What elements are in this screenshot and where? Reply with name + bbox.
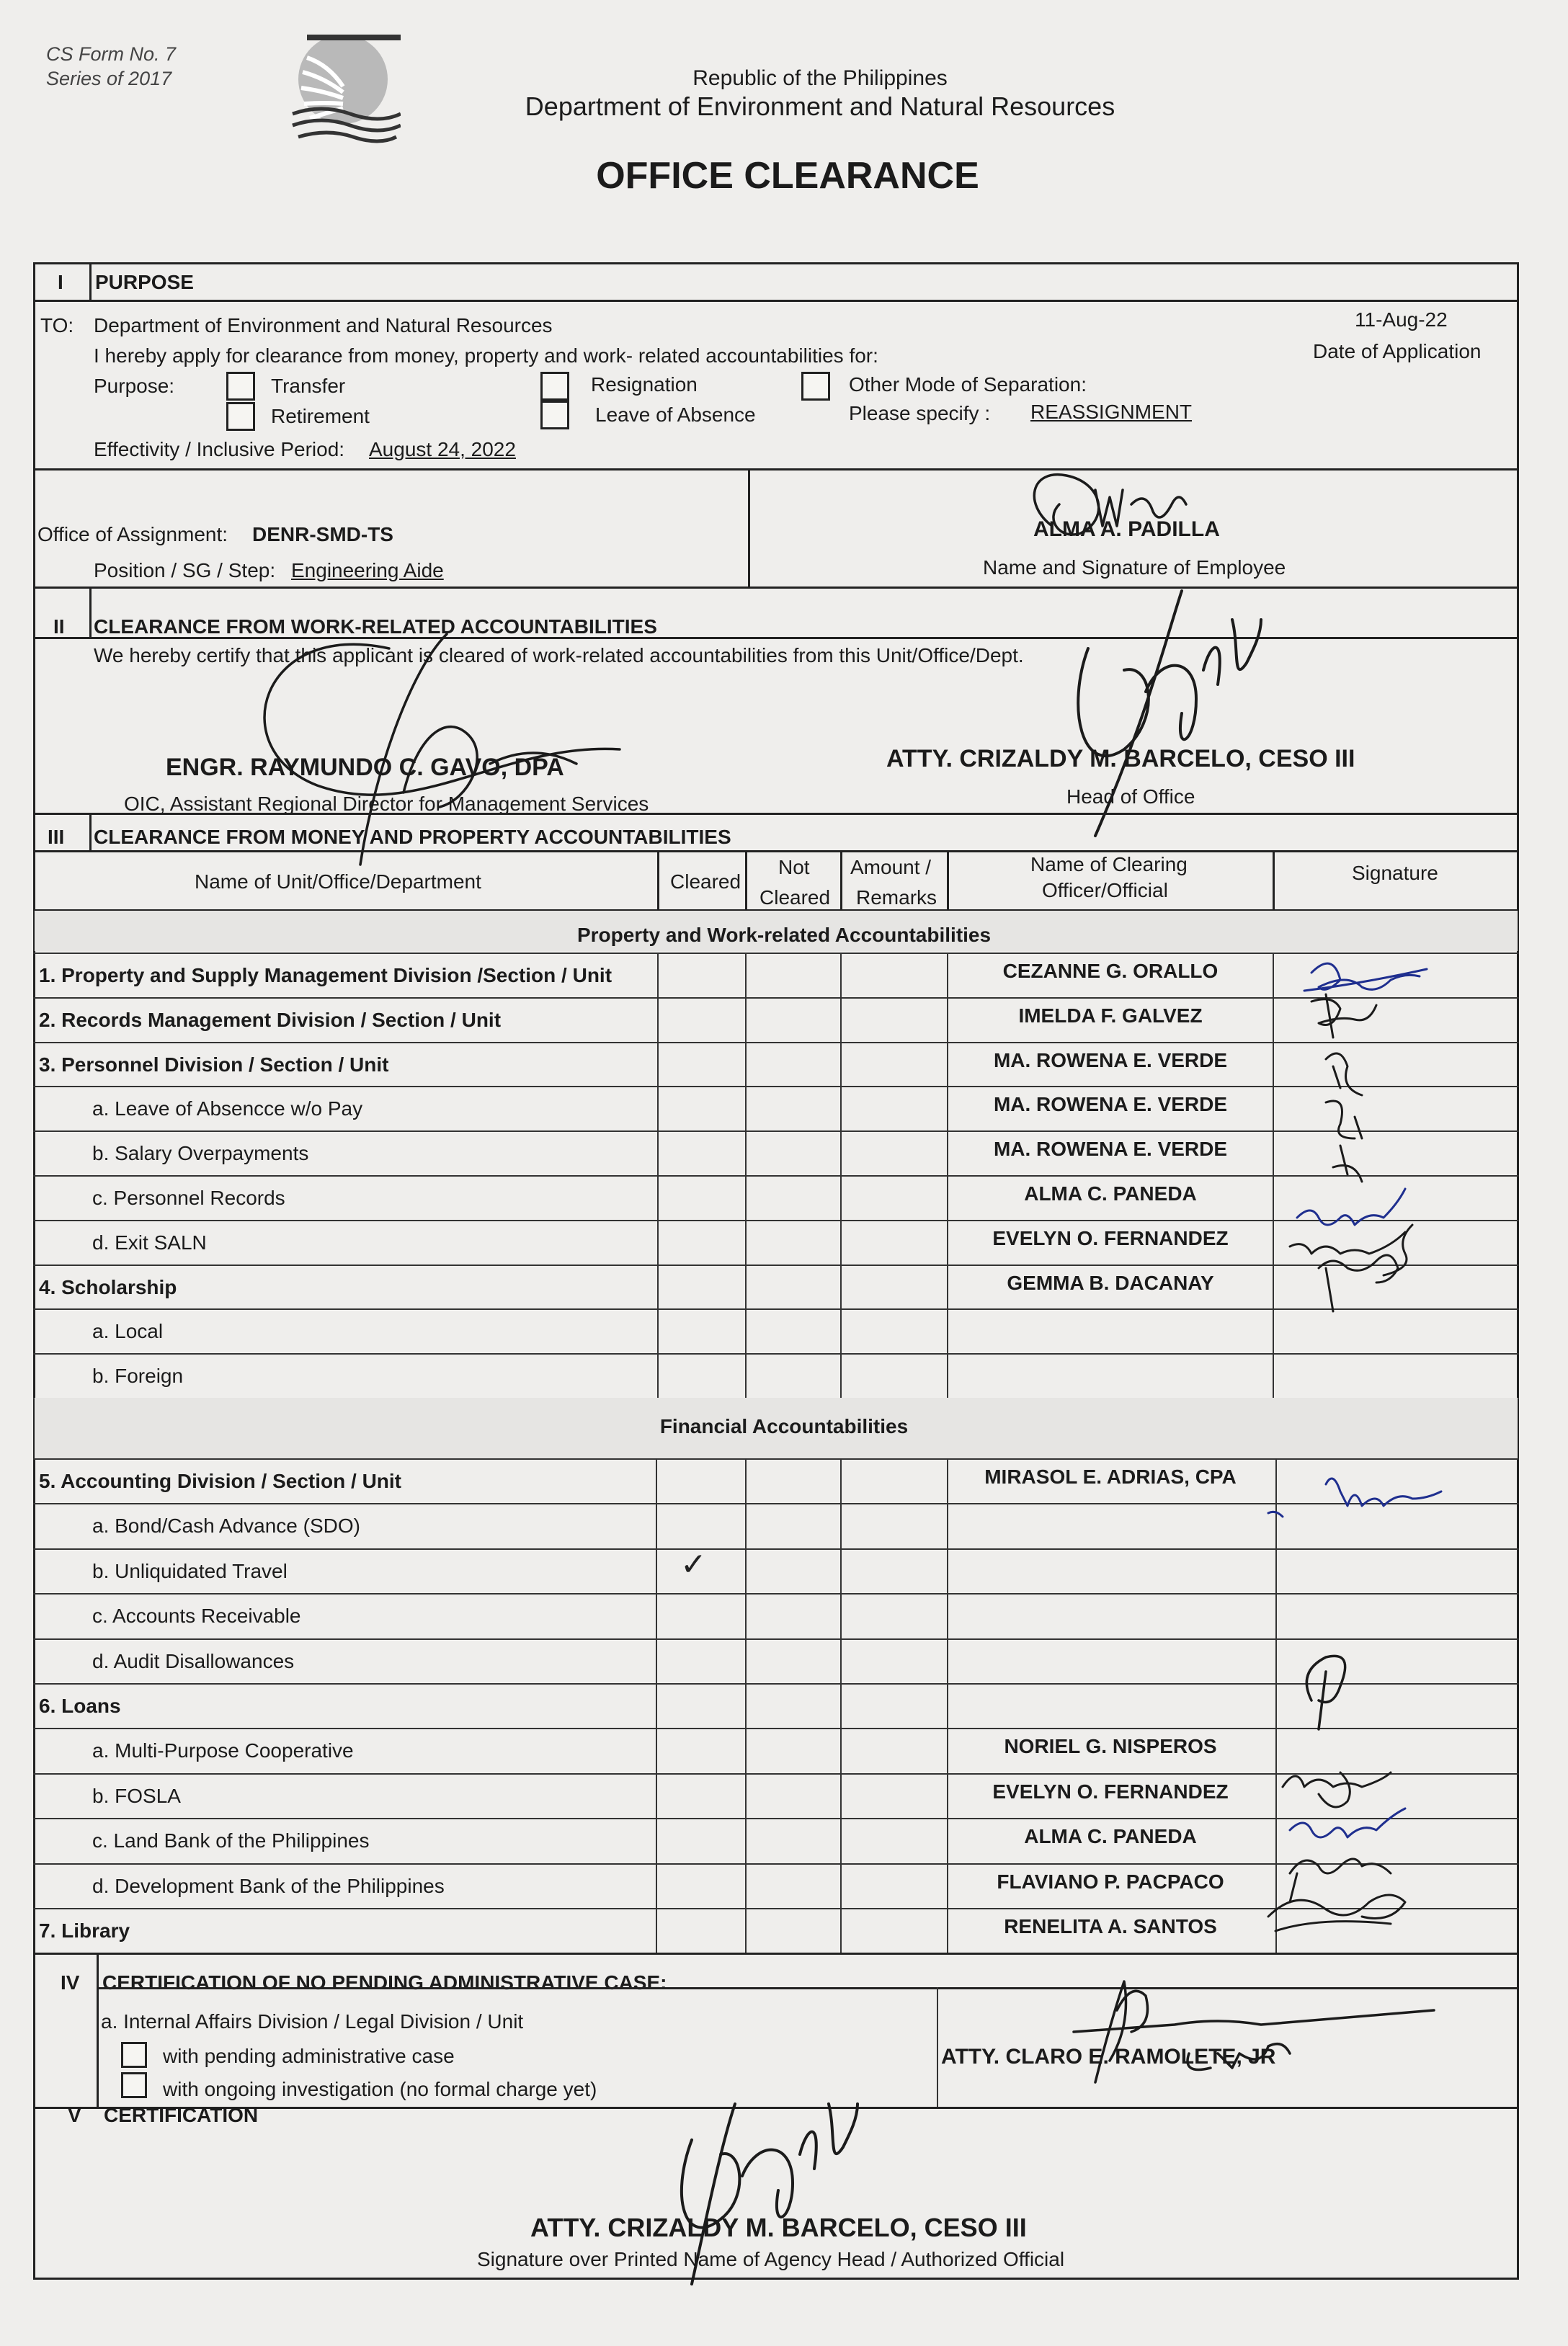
unliquidated-travel-cleared-check: ✓ — [680, 1547, 707, 1582]
financial-row-officer: NORIEL G. NISPEROS — [1004, 1735, 1217, 1758]
property-row-officer: CEZANNE G. ORALLO — [1002, 960, 1219, 982]
pending-case-label: with pending administrative case — [163, 2045, 455, 2067]
ramolete-signature — [1030, 1967, 1434, 2097]
other-mode-label: Other Mode of Separation: — [849, 373, 1087, 396]
property-row-officer: GEMMA B. DACANAY — [1007, 1271, 1214, 1294]
application-date-label: Date of Application — [1313, 340, 1482, 362]
section-1-title: PURPOSE — [95, 271, 194, 293]
retirement-checkbox[interactable] — [226, 402, 255, 431]
financial-row-label: a. Multi-Purpose Cooperative — [92, 1739, 354, 1762]
ongoing-investigation-checkbox[interactable] — [121, 2072, 147, 2098]
please-specify-label: Please specify : — [849, 402, 991, 424]
right-signatory-name: ATTY. CRIZALDY M. BARCELO, CESO III — [886, 745, 1355, 772]
agency-head-name: ATTY. CRIZALDY M. BARCELO, CESO III — [530, 2213, 1027, 2242]
transfer-checkbox[interactable] — [226, 372, 255, 401]
financial-row-label: 7. Library — [39, 1919, 130, 1942]
other-mode-checkbox[interactable] — [801, 372, 830, 401]
leave-of-absence-checkbox[interactable] — [540, 401, 569, 429]
property-row-officer: IMELDA F. GALVEZ — [1018, 1004, 1203, 1027]
employee-caption: Name and Signature of Employee — [983, 556, 1286, 579]
property-row-label: 1. Property and Supply Management Division /Section / Unit — [39, 964, 612, 986]
left-signatory-name: ENGR. RAYMUNDO C. GAVO, DPA — [166, 754, 564, 781]
agency-head-caption: Signature over Printed Name of Agency Head / Authorized Official — [477, 2248, 1065, 2270]
financial-row-label: c. Accounts Receivable — [92, 1605, 301, 1628]
left-signatory-title: OIC, Assistant Regional Director for Management Services — [124, 793, 649, 815]
barcelo-signature-2 — [649, 2075, 865, 2291]
property-row-officer: MA. ROWENA E. VERDE — [993, 1048, 1228, 1071]
section-3-number: III — [48, 826, 65, 848]
section-2-title: CLEARANCE FROM WORK-RELATED ACCOUNTABILITIES — [94, 615, 657, 638]
financial-row-officer: RENELITA A. SANTOS — [1004, 1915, 1217, 1937]
leave-of-absence-label: Leave of Absence — [595, 403, 756, 426]
property-row-officer: EVELYN O. FERNANDEZ — [992, 1226, 1229, 1249]
property-row-label: 3. Personnel Division / Section / Unit — [39, 1053, 389, 1076]
property-row-label: a. Leave of Absencce w/o Pay — [92, 1097, 363, 1120]
section-5-number: V — [68, 2104, 81, 2126]
internal-affairs-label: a. Internal Affairs Division / Legal Division / Unit — [101, 2010, 524, 2033]
property-row-label: a. Local — [92, 1320, 164, 1343]
pending-case-checkbox[interactable] — [121, 2042, 147, 2068]
col-amount-header-1: Amount / — [850, 856, 932, 878]
section-1-number: I — [58, 271, 63, 293]
office-value: DENR-SMD-TS — [252, 523, 393, 545]
page-title: OFFICE CLEARANCE — [596, 155, 979, 197]
right-signatory-title: Head of Office — [1066, 785, 1195, 808]
financial-row-label: c. Land Bank of the Philippines — [92, 1829, 370, 1852]
financial-row-label: d. Development Bank of the Philippines — [92, 1874, 445, 1897]
resignation-checkbox[interactable] — [540, 372, 569, 401]
col-not-cleared-header-1: Not — [778, 856, 810, 878]
republic-heading: Republic of the Philippines — [692, 66, 948, 90]
form-number: CS Form No. 7 — [46, 43, 177, 65]
property-row-label: c. Personnel Records — [92, 1187, 285, 1209]
financial-row-officer: FLAVIANO P. PACPACO — [997, 1870, 1224, 1893]
financial-row-label: 5. Accounting Division / Section / Unit — [39, 1470, 402, 1492]
col-amount-header-2: Remarks — [856, 886, 937, 909]
officer-signatures-property — [1283, 951, 1484, 1326]
col-signature-header: Signature — [1352, 862, 1438, 884]
barcelo-signature-1 — [1038, 576, 1275, 850]
property-section-title: Property and Work-related Accountabilities — [576, 924, 992, 946]
col-officer-header-1: Name of Clearing — [1030, 853, 1188, 875]
transfer-label: Transfer — [271, 375, 346, 397]
property-row-label: b. Foreign — [92, 1365, 184, 1388]
financial-row-officer: MIRASOL E. ADRIAS, CPA — [984, 1466, 1237, 1488]
property-row-label: 2. Records Management Division / Section / Unit — [39, 1008, 502, 1031]
col-unit-header: Name of Unit/Office/Department — [195, 870, 481, 893]
col-not-cleared-header-2: Cleared — [760, 886, 831, 909]
financial-row-officer: EVELYN O. FERNANDEZ — [992, 1780, 1229, 1803]
form-series: Series of 2017 — [46, 68, 172, 89]
employee-signature — [1009, 461, 1239, 548]
retirement-label: Retirement — [271, 405, 370, 427]
resignation-label: Resignation — [591, 373, 698, 396]
specify-value: REASSIGNMENT — [1030, 401, 1193, 423]
property-row-officer: ALMA C. PANEDA — [1024, 1182, 1197, 1205]
property-row-label: b. Salary Overpayments — [92, 1142, 309, 1165]
application-date: 11-Aug-22 — [1355, 308, 1448, 331]
col-cleared-header: Cleared — [670, 870, 741, 893]
col-officer-header-2: Officer/Official — [1042, 879, 1168, 901]
section-4-number: IV — [61, 1971, 80, 1994]
financial-section-title: Financial Accountabilities — [659, 1415, 909, 1437]
section-5-title: CERTIFICATION — [104, 2104, 259, 2126]
effectivity-value: August 24, 2022 — [369, 438, 516, 460]
effectivity-label: Effectivity / Inclusive Period: — [94, 438, 345, 460]
financial-row-label: d. Audit Disallowances — [92, 1649, 295, 1672]
employee-name: ALMA A. PADILLA — [1033, 517, 1220, 541]
financial-row-label: b. FOSLA — [92, 1784, 181, 1807]
apply-text: I hereby apply for clearance from money, property and work- related accountabilities for: — [94, 344, 878, 367]
to-label: TO: — [40, 314, 74, 336]
section-4-title: CERTIFICATION OF NO PENDING ADMINISTRATIVE CASE: — [102, 1971, 667, 1994]
position-value: Engineering Aide — [291, 559, 444, 581]
property-row-label: d. Exit SALN — [92, 1231, 207, 1254]
certify-text: We hereby certify that this applicant is cleared of work-related accountabilities from this Unit/Office/Dept. — [94, 644, 1024, 666]
position-label: Position / SG / Step: — [94, 559, 276, 581]
office-label: Office of Assignment: — [37, 523, 228, 545]
to-value: Department of Environment and Natural Resources — [94, 314, 553, 336]
ongoing-investigation-label: with ongoing investigation (no formal charge yet) — [163, 2078, 597, 2100]
purpose-label: Purpose: — [94, 375, 175, 397]
financial-row-label: a. Bond/Cash Advance (SDO) — [92, 1515, 360, 1538]
department-heading: Department of Environment and Natural Resources — [525, 92, 1115, 121]
financial-row-officer: ALMA C. PANEDA — [1024, 1825, 1197, 1848]
section-2-number: II — [53, 615, 65, 638]
property-row-officer: MA. ROWENA E. VERDE — [993, 1093, 1228, 1116]
financial-row-label: b. Unliquidated Travel — [92, 1559, 288, 1582]
financial-row-label: 6. Loans — [39, 1695, 121, 1717]
legal-officer-name: ATTY. CLARO E. RAMOLETE, JR — [941, 2045, 1276, 2069]
property-row-label: 4. Scholarship — [39, 1275, 177, 1298]
section-3-title: CLEARANCE FROM MONEY AND PROPERTY ACCOUNTABILITIES — [94, 826, 731, 848]
property-row-officer: MA. ROWENA E. VERDE — [993, 1138, 1228, 1161]
officer-signatures-financial — [1225, 1455, 1484, 1960]
